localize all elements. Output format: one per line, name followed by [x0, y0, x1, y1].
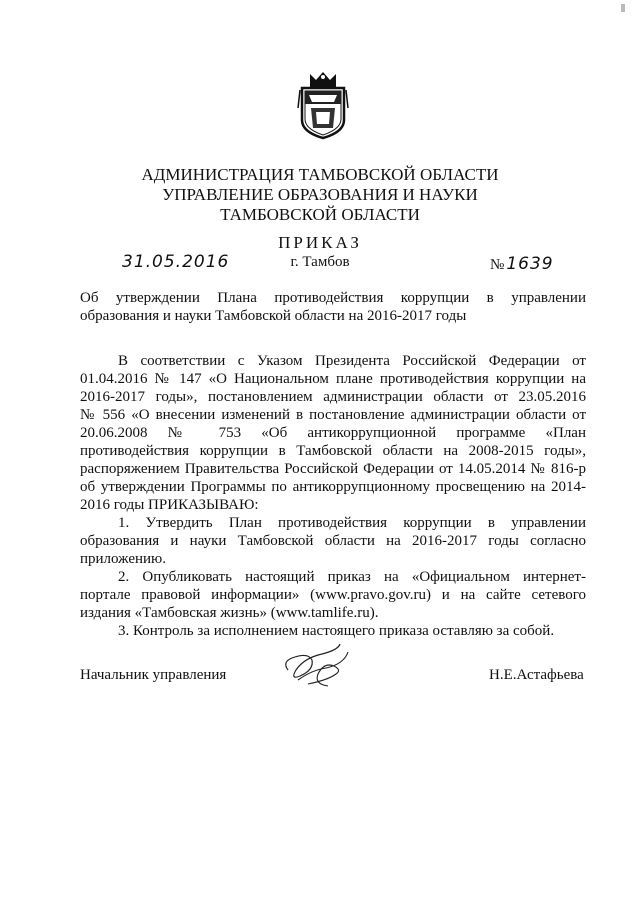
preamble-line: 20.06.2008 № 753 «Об антикоррупционной программе «План — [80, 425, 586, 441]
item-2-line: портале правовой информации» (www.pravo.gov.ru) и на сайте сетевого — [80, 587, 586, 603]
number-value: 1639 — [506, 254, 554, 274]
subject-line-1: Об утверждении Плана противодействия коррупции в управлении — [80, 290, 586, 306]
document-date: 31.05.2016 — [122, 252, 230, 272]
document-body — [80, 352, 586, 640]
subject-line-2: образования и науки Тамбовской области на 2016-2017 годы — [80, 308, 467, 324]
handwritten-signature — [278, 640, 358, 692]
header-line-1: АДМИНИСТРАЦИЯ ТАМБОВСКОЙ ОБЛАСТИ — [141, 165, 499, 184]
item-1-line: образования и науки Тамбовской области на 2016-2017 годы согласно — [80, 533, 586, 549]
preamble-line: 2016 годы ПРИКАЗЫВАЮ: — [80, 497, 259, 513]
item-2-line: издания «Тамбовская жизнь» (www.tamlife.ru). — [80, 605, 379, 621]
number-prefix: № — [490, 257, 505, 273]
preamble-line: об утверждении Программы по антикоррупционному просвещению на 2014- — [80, 479, 586, 495]
signer-position: Начальник управления — [80, 667, 227, 683]
header-line-2: УПРАВЛЕНИЕ ОБРАЗОВАНИЯ И НАУКИ — [162, 185, 478, 204]
preamble-line: В соответствии с Указом Президента Российской Федерации от — [118, 353, 586, 369]
item-1-line: приложению. — [80, 551, 167, 567]
document-subject — [80, 289, 586, 325]
document-title: ПРИКАЗ — [278, 233, 362, 252]
document-number — [490, 254, 554, 274]
item-3-line: 3. Контроль за исполнением настоящего приказа оставляю за собой. — [118, 623, 555, 639]
preamble-line: 01.04.2016 № 147 «О Национальном плане противодействия коррупции на — [80, 371, 586, 387]
scan-mark — [621, 4, 625, 12]
header-line-3: ТАМБОВСКОЙ ОБЛАСТИ — [220, 205, 420, 224]
preamble-line: противодействия коррупции в Тамбовской области на 2008-2015 годы», — [80, 443, 586, 459]
item-1-line: 1. Утвердить План противодействия коррупции в управлении — [118, 515, 586, 531]
document-city: г. Тамбов — [290, 254, 350, 270]
item-2-line: 2. Опубликовать настоящий приказ на «Официальном интернет- — [118, 569, 586, 585]
signer-name: Н.Е.Астафьева — [489, 667, 584, 683]
coat-of-arms-icon — [296, 68, 350, 140]
document-header — [0, 165, 640, 225]
preamble-line: распоряжением Правительства Российской Федерации от 14.05.2014 № 816-р — [80, 461, 586, 477]
preamble-line: 2016-2017 годы», постановлением администрации области от 23.05.2016 — [80, 389, 586, 405]
preamble-line: № 556 «О внесении изменений в постановление администрации области от — [80, 407, 586, 423]
